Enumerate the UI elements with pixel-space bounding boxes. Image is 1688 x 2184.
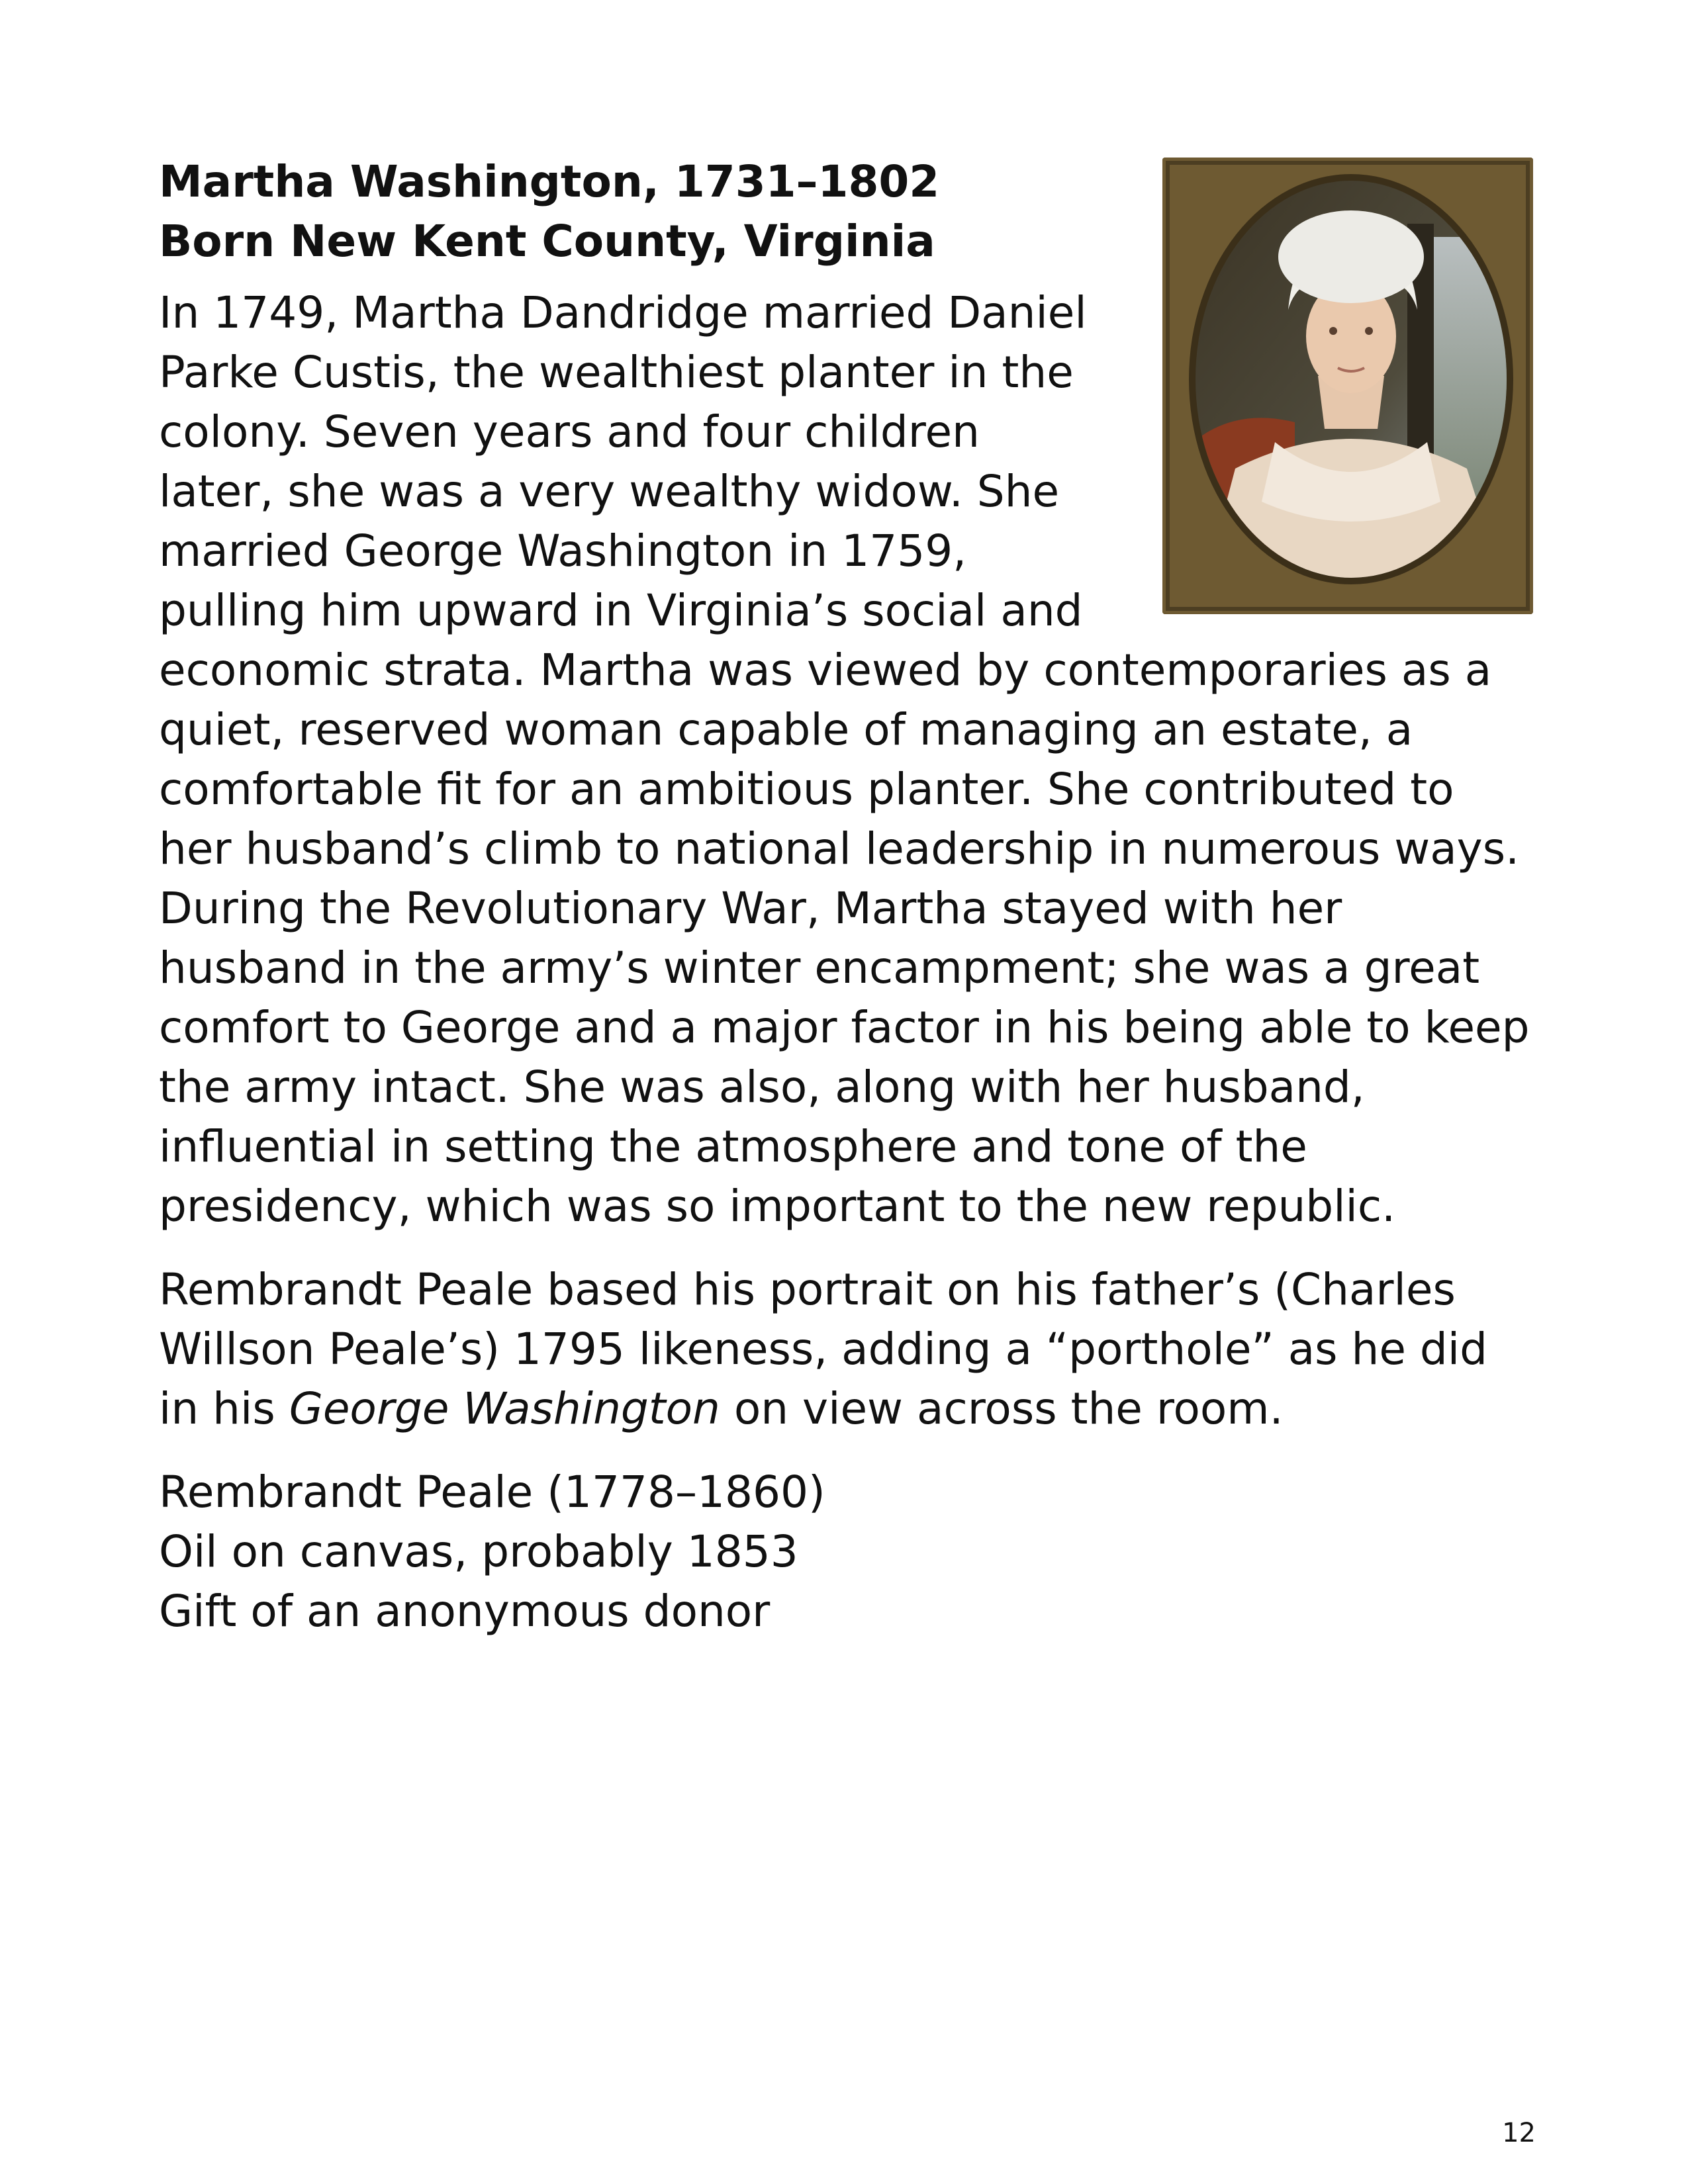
portrait-note-ending: on view across the room. [720, 1383, 1284, 1434]
page-number: 12 [1502, 2118, 1536, 2148]
credit-gift: Gift of an anonymous donor [159, 1586, 771, 1637]
artwork-title: George Washington [289, 1383, 720, 1434]
artwork-credits [159, 1463, 1536, 1641]
document-page [159, 152, 1536, 1641]
portrait-icon [1162, 158, 1533, 614]
title-birthplace: Born New Kent County, Virginia [159, 216, 935, 267]
title-name-dates: Martha Washington, 1731–1802 [159, 156, 940, 207]
portrait-painting-image [1162, 158, 1533, 614]
portrait-note-paragraph [159, 1260, 1536, 1439]
biography-paragraph: In 1749, Martha Dandridge married Daniel Parke Custis, the wealthiest planter in the colony. Seven years and four children later, she was a very wealthy widow. She married George Washington in 1759, pulling him upward in Virginia’s social and economic strata. Martha was viewed by contemporaries as a quiet, reserved woman capable of managing an estate, a comfortable fit for an ambitious planter. She contributed to her husband’s climb to national leadership in numerous ways. During the Revolutionary War, Martha stayed with her husband in the army’s winter encampment; she was a great comfort to George and a major factor in his being able to keep the army intact. She was also, along with her husband, influential in setting the atmosphere and tone of the presidency, which was so important to the new republic. [159, 287, 1530, 1232]
credit-medium: Oil on canvas, probably 1853 [159, 1526, 798, 1577]
credit-artist: Rembrandt Peale (1778–1860) [159, 1467, 825, 1518]
portrait-note-text: Rembrandt Peale based his portrait on his father’s (Charles Willson Peale’s) 1795 likeness, adding a “porthole” as he did in his [159, 1264, 1488, 1434]
